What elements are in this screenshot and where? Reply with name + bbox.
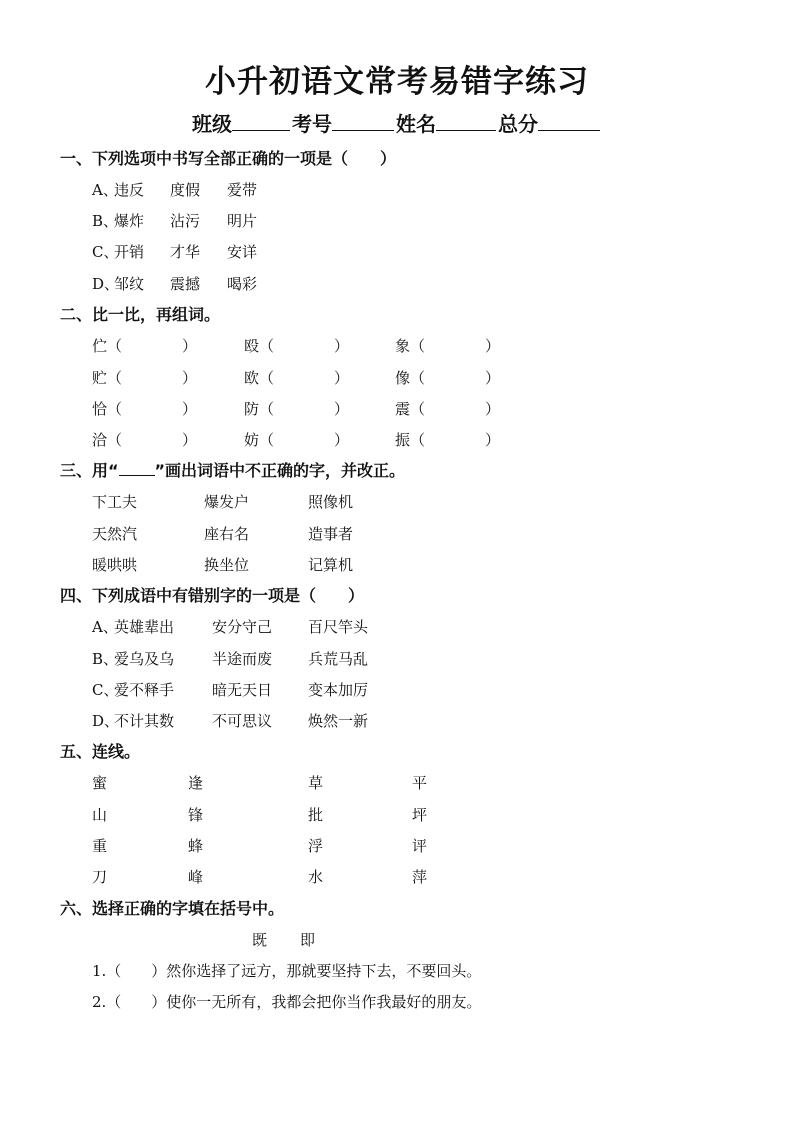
option-c-word-3: 安详	[227, 243, 258, 261]
question-5-heading: 五、连线。	[60, 742, 141, 761]
word-item[interactable]: 暖哄哄	[92, 556, 138, 574]
word-item[interactable]: 照像机	[308, 493, 354, 511]
class-label: 班级	[192, 112, 232, 136]
word-item[interactable]: 记算机	[308, 556, 354, 574]
option-b-label: B、	[92, 212, 119, 230]
compare-item: 伫（ ）	[92, 337, 198, 355]
match-char[interactable]: 浮	[308, 837, 324, 855]
class-blank[interactable]	[232, 110, 290, 131]
option-b-word-1: 爆炸	[114, 212, 145, 230]
choice-char-2: 即	[300, 931, 316, 949]
question-1-heading: 一、下列选项中书写全部正确的一项是（ ）	[60, 149, 397, 168]
option-d-label: D、	[92, 275, 120, 293]
match-char[interactable]: 平	[412, 774, 428, 792]
option-a-word-1: 违反	[114, 181, 145, 199]
option-b-word-3: 明片	[227, 212, 258, 230]
option-d-label: D、	[92, 712, 120, 730]
match-char[interactable]: 草	[308, 774, 324, 792]
total-blank[interactable]	[538, 110, 600, 131]
question-3-heading-start: 三、用“	[60, 461, 119, 480]
match-char[interactable]: 坪	[412, 806, 428, 824]
total-label: 总分	[498, 112, 538, 136]
question-3-heading-end: ”画出词语中不正确的字，并改正。	[154, 461, 406, 480]
match-char[interactable]: 水	[308, 868, 324, 886]
option-d-word-2: 震撼	[170, 275, 201, 293]
choice-char-1: 既	[252, 931, 268, 949]
page-title: 小升初语文常考易错字练习	[205, 64, 589, 100]
student-info-line	[0, 110, 794, 138]
compare-item: 恰（ ）	[92, 400, 198, 418]
underline-sample	[119, 461, 155, 476]
option-d-idiom-2: 不可思议	[212, 712, 273, 730]
option-d-idiom-3: 焕然一新	[308, 712, 369, 730]
word-item[interactable]: 下工夫	[92, 493, 138, 511]
option-b-word-2: 沾污	[170, 212, 201, 230]
match-char[interactable]: 峰	[188, 868, 204, 886]
word-item[interactable]: 座右名	[204, 525, 250, 543]
option-a-idiom-1: 英雄辈出	[114, 618, 175, 636]
match-char[interactable]: 重	[92, 837, 108, 855]
option-c-idiom-1: 爱不释手	[114, 681, 175, 699]
option-a-word-2: 度假	[170, 181, 201, 199]
option-c-label: C、	[92, 681, 119, 699]
option-c-word-1: 开销	[114, 243, 145, 261]
exam-number-blank[interactable]	[332, 110, 394, 131]
option-a-word-3: 爱带	[227, 181, 258, 199]
option-a-label: A、	[92, 618, 118, 636]
question-6-heading: 六、选择正确的字填在括号中。	[60, 899, 285, 918]
match-char[interactable]: 逢	[188, 774, 204, 792]
compare-item: 象（ ）	[395, 337, 501, 355]
compare-item: 殴（ ）	[244, 337, 350, 355]
compare-item: 洽（ ）	[92, 431, 198, 449]
match-char[interactable]: 评	[412, 837, 428, 855]
option-a-label: A、	[92, 181, 118, 199]
match-char[interactable]: 锋	[188, 806, 204, 824]
compare-item: 妨（ ）	[244, 431, 350, 449]
question-4-heading: 四、下列成语中有错别字的一项是（ ）	[60, 586, 365, 605]
option-b-label: B、	[92, 650, 119, 668]
exam-number-label: 考号	[292, 112, 332, 136]
option-c-label: C、	[92, 243, 119, 261]
fill-sentence-1[interactable]: 1.（ ）然你选择了远方，那就要坚持下去，不要回头。	[92, 962, 482, 980]
question-3-heading	[60, 460, 405, 482]
option-a-idiom-3: 百尺竿头	[308, 618, 369, 636]
option-b-idiom-1: 爱乌及乌	[114, 650, 175, 668]
word-item[interactable]: 天然汽	[92, 525, 138, 543]
compare-item: 像（ ）	[395, 369, 501, 387]
word-item[interactable]: 换坐位	[204, 556, 250, 574]
option-a-idiom-2: 安分守己	[212, 618, 273, 636]
option-c-idiom-2: 暗无天日	[212, 681, 273, 699]
name-blank[interactable]	[436, 110, 496, 131]
compare-item: 震（ ）	[395, 400, 501, 418]
match-char[interactable]: 山	[92, 806, 108, 824]
option-c-word-2: 才华	[170, 243, 201, 261]
match-char[interactable]: 蜜	[92, 774, 108, 792]
option-c-idiom-3: 变本加厉	[308, 681, 369, 699]
option-d-word-3: 喝彩	[227, 275, 258, 293]
option-b-idiom-3: 兵荒马乱	[308, 650, 369, 668]
word-item[interactable]: 造事者	[308, 525, 354, 543]
compare-item: 贮（ ）	[92, 369, 198, 387]
option-b-idiom-2: 半途而废	[212, 650, 273, 668]
word-item[interactable]: 爆发户	[204, 493, 250, 511]
compare-item: 振（ ）	[395, 431, 501, 449]
fill-sentence-2[interactable]: 2.（ ）使你一无所有，我都会把你当作我最好的朋友。	[92, 993, 482, 1011]
match-char[interactable]: 蜂	[188, 837, 204, 855]
option-d-idiom-1: 不计其数	[114, 712, 175, 730]
match-char[interactable]: 萍	[412, 868, 428, 886]
match-char[interactable]: 刀	[92, 868, 108, 886]
name-label: 姓名	[396, 112, 436, 136]
compare-item: 欧（ ）	[244, 369, 350, 387]
option-d-word-1: 邹纹	[114, 275, 145, 293]
question-2-heading: 二、比一比，再组词。	[60, 305, 221, 324]
compare-item: 防（ ）	[244, 400, 350, 418]
match-char[interactable]: 批	[308, 806, 324, 824]
